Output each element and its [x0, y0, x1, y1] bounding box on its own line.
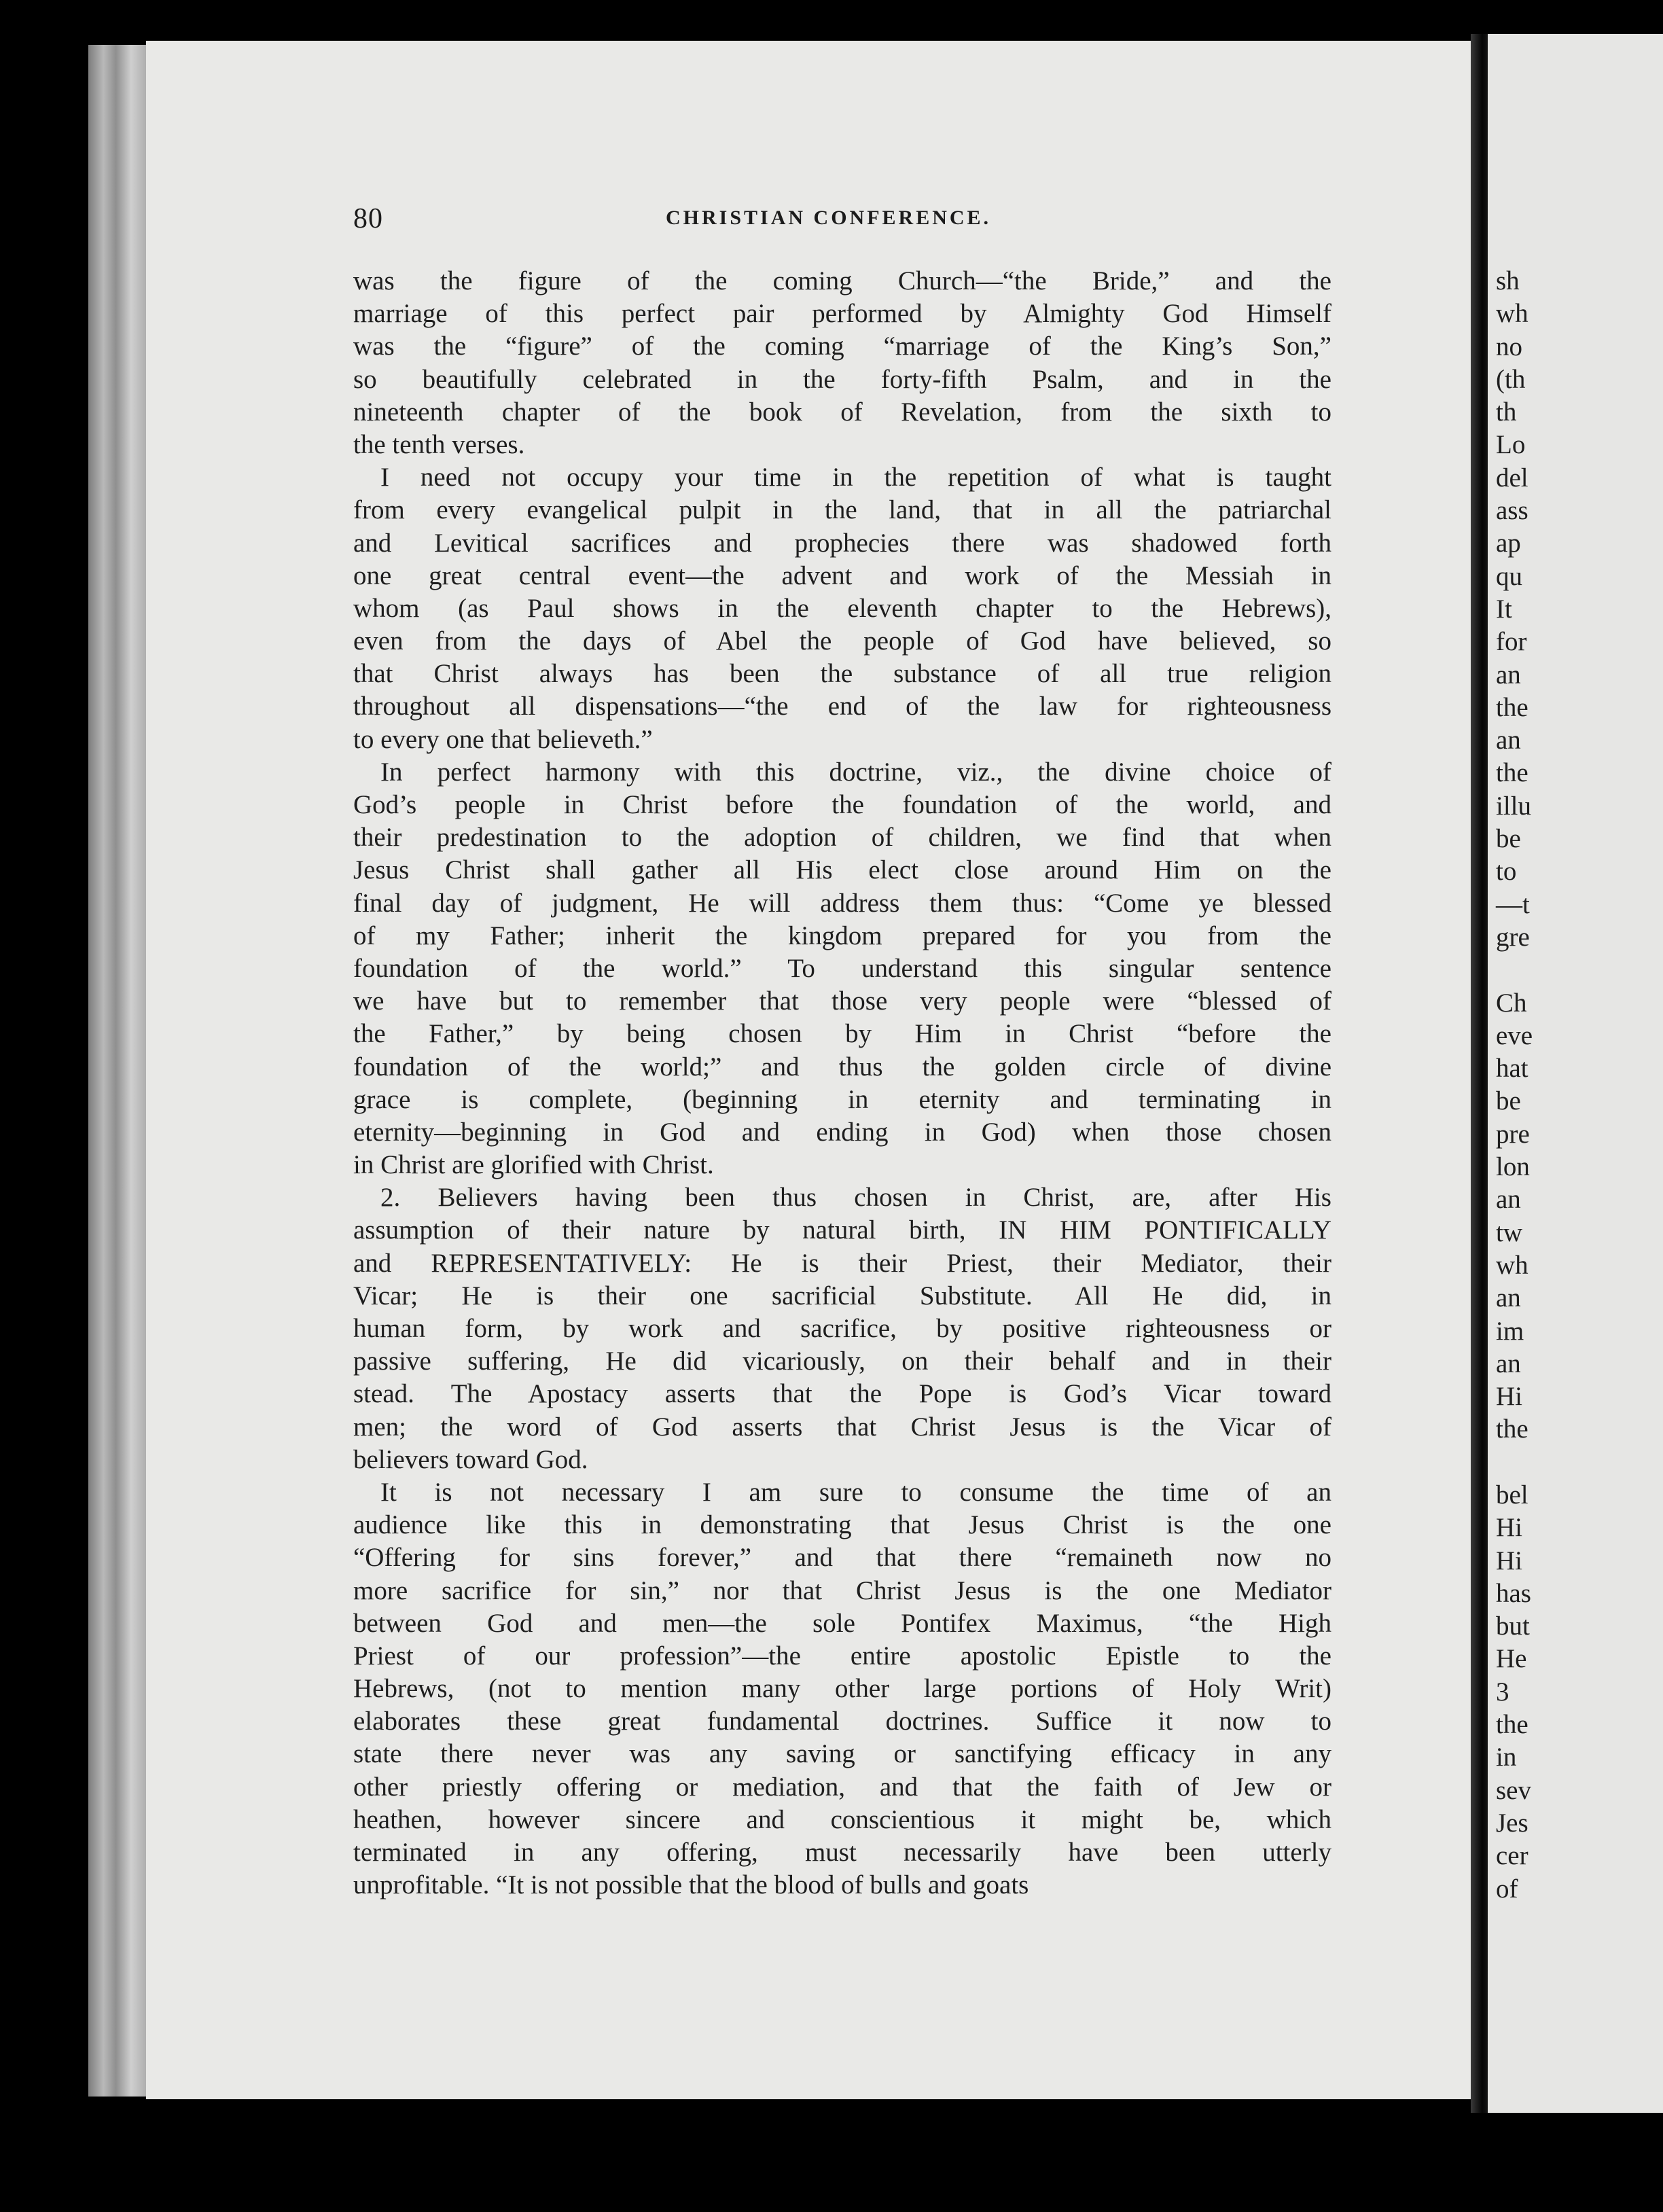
facing-page-line-fragment: ass — [1496, 496, 1528, 526]
text-line: 2. Believers having been thus chosen in Christ, are, after His — [380, 1183, 1331, 1213]
text-line: we have but to remember that those very people were “blessed of — [353, 986, 1331, 1016]
facing-page-line-fragment: sev — [1496, 1775, 1531, 1805]
text-line: human form, by work and sacrifice, by positive righteousness or — [353, 1314, 1331, 1343]
text-line: God’s people in Christ before the foundation of the world, and — [353, 790, 1331, 819]
text-line: believers toward God. — [353, 1444, 588, 1474]
text-line: stead. The Apostacy asserts that the Pope is God’s Vicar toward — [353, 1379, 1331, 1409]
facing-page-line-fragment — [1488, 954, 1663, 986]
text-line: final day of judgment, He will address them thus: “Come ye blessed — [353, 888, 1331, 918]
text-line: whom (as Paul shows in the eleventh chapter to the Hebrews), — [353, 593, 1331, 623]
facing-page-line-fragment — [1488, 1446, 1663, 1479]
text-line: in Christ are glorified with Christ. — [353, 1150, 714, 1180]
facing-page-line-fragment: wh — [1496, 1250, 1528, 1280]
facing-page-line-fragment: Ch — [1496, 988, 1527, 1018]
facing-page-line-fragment: (th — [1496, 364, 1526, 394]
facing-page-line-fragment: del — [1496, 463, 1528, 493]
facing-page-line-fragment: Jes — [1496, 1808, 1528, 1838]
text-line: marriage of this perfect pair performed by Almighty God Himself — [353, 299, 1331, 329]
text-line: so beautifully celebrated in the forty-fifth Psalm, and in the — [353, 364, 1331, 394]
facing-page-line-fragment: be — [1496, 824, 1521, 854]
text-line: men; the word of God asserts that Christ Jesus is the Vicar of — [353, 1412, 1331, 1442]
facing-page-line-fragment: the — [1496, 1710, 1528, 1740]
text-line: the Father,” by being chosen by Him in Christ “before the — [353, 1019, 1331, 1049]
facing-page-line-fragment: be — [1496, 1086, 1521, 1116]
page-edge-stack — [88, 45, 149, 2097]
facing-page-line-fragment: an — [1496, 726, 1521, 755]
facing-page-line-fragment: but — [1496, 1611, 1530, 1641]
facing-page-line-fragment: the — [1496, 758, 1528, 788]
page-header — [353, 202, 1331, 243]
text-line: throughout all dispensations—“the end of the law for righteousness — [353, 692, 1331, 721]
facing-page-line-fragment: Hi — [1496, 1546, 1522, 1575]
facing-page-line-fragment: qu — [1496, 561, 1522, 591]
facing-page-line-fragment: im — [1496, 1316, 1524, 1346]
text-line: I need not occupy your time in the repetition of what is taught — [380, 463, 1331, 493]
text-line: one great central event—the advent and work of the Messiah in — [353, 560, 1331, 590]
facing-page-line-fragment: wh — [1496, 299, 1528, 329]
text-line: unprofitable. “It is not possible that the blood of bulls and goats — [353, 1870, 1029, 1900]
text-line: heathen, however sincere and conscientious it might be, which — [353, 1804, 1331, 1834]
facing-page-line-fragment: the — [1496, 692, 1528, 722]
facing-page-line-fragment: in — [1496, 1743, 1517, 1772]
text-line: Jesus Christ shall gather all His elect close around Him on the — [353, 855, 1331, 885]
facing-page-text-fragments — [1488, 265, 1663, 1906]
facing-page-line-fragment: It — [1496, 594, 1512, 624]
text-line: Vicar; He is their one sacrificial Substitute. All He did, in — [353, 1281, 1331, 1310]
facing-page-line-fragment: tw — [1496, 1217, 1522, 1247]
text-line: to every one that believeth.” — [353, 724, 653, 754]
text-line: foundation of the world.” To understand this singular sentence — [353, 953, 1331, 983]
text-line: more sacrifice for sin,” nor that Christ Jesus is the one Mediator — [353, 1575, 1331, 1605]
text-line: the tenth verses. — [353, 429, 525, 459]
facing-page-line-fragment: for — [1496, 627, 1527, 657]
text-line: It is not necessary I am sure to consume the time of an — [380, 1477, 1331, 1507]
page-number: 80 — [353, 203, 383, 234]
running-head: CHRISTIAN CONFERENCE. — [666, 207, 992, 229]
facing-page-line-fragment: of — [1496, 1874, 1518, 1904]
facing-page-line-fragment: eve — [1496, 1020, 1533, 1050]
text-line: from every evangelical pulpit in the land, that in all the patriarchal — [353, 495, 1331, 525]
text-line: their predestination to the adoption of children, we find that when — [353, 823, 1331, 853]
facing-page-line-fragment: th — [1496, 397, 1517, 427]
text-line: eternity—beginning in God and ending in God) when those chosen — [353, 1117, 1331, 1147]
facing-page-line-fragment: lon — [1496, 1152, 1530, 1182]
text-line: of my Father; inherit the kingdom prepared for you from the — [353, 921, 1331, 950]
facing-page — [1488, 34, 1663, 2113]
facing-page-line-fragment: an — [1496, 1283, 1521, 1313]
text-line: and Levitical sacrifices and prophecies there was shadowed forth — [353, 528, 1331, 558]
text-line: terminated in any offering, must necessarily have been utterly — [353, 1838, 1331, 1867]
facing-page-line-fragment: He — [1496, 1644, 1527, 1674]
facing-page-line-fragment: —t — [1496, 889, 1530, 919]
facing-page-line-fragment: to — [1496, 857, 1517, 887]
text-line: Priest of our profession”—the entire apostolic Epistle to the — [353, 1641, 1331, 1671]
facing-page-line-fragment: Hi — [1496, 1513, 1522, 1543]
text-line: grace is complete, (beginning in eternity and terminating in — [353, 1084, 1331, 1114]
text-line: was the figure of the coming Church—“the Bride,” and the — [353, 266, 1331, 296]
facing-page-line-fragment: hat — [1496, 1054, 1528, 1084]
facing-page-line-fragment: bel — [1496, 1480, 1528, 1510]
text-line: between God and men—the sole Pontifex Maximus, “the High — [353, 1608, 1331, 1638]
facing-page-line-fragment: Lo — [1496, 430, 1526, 460]
facing-page-line-fragment: the — [1496, 1414, 1528, 1444]
text-line: nineteenth chapter of the book of Revelation, from the sixth to — [353, 397, 1331, 427]
text-line: In perfect harmony with this doctrine, viz., the divine choice of — [380, 757, 1331, 787]
text-line: elaborates these great fundamental doctrines. Suffice it now to — [353, 1707, 1331, 1736]
facing-page-line-fragment: sh — [1496, 266, 1520, 296]
text-line: even from the days of Abel the people of God have believed, so — [353, 626, 1331, 656]
facing-page-line-fragment: Hi — [1496, 1382, 1522, 1412]
text-line: passive suffering, He did vicariously, on their behalf and in their — [353, 1346, 1331, 1376]
facing-page-line-fragment: ap — [1496, 529, 1521, 558]
text-line: and REPRESENTATIVELY: He is their Priest, their Mediator, their — [353, 1248, 1331, 1278]
facing-page-line-fragment: has — [1496, 1578, 1531, 1608]
text-line: was the “figure” of the coming “marriage of the King’s Son,” — [353, 332, 1331, 361]
text-line: Hebrews, (not to mention many other large portions of Holy Writ) — [353, 1674, 1331, 1704]
text-line: other priestly offering or mediation, and that the faith of Jew or — [353, 1772, 1331, 1802]
text-line: audience like this in demonstrating that Jesus Christ is the one — [353, 1510, 1331, 1540]
facing-page-line-fragment: pre — [1496, 1119, 1530, 1149]
facing-page-line-fragment: an — [1496, 1349, 1521, 1378]
facing-page-line-fragment: gre — [1496, 922, 1530, 952]
facing-page-line-fragment: an — [1496, 1185, 1521, 1215]
facing-page-line-fragment: cer — [1496, 1841, 1528, 1871]
text-line: “Offering for sins forever,” and that there “remaineth now no — [353, 1543, 1331, 1573]
text-line: that Christ always has been the substance of all true religion — [353, 659, 1331, 689]
facing-page-line-fragment: illu — [1496, 791, 1532, 821]
text-line: assumption of their nature by natural birth, IN HIM PONTIFICALLY — [353, 1215, 1331, 1245]
book-gutter — [1471, 34, 1490, 2113]
body-text — [353, 265, 1331, 1902]
facing-page-line-fragment: 3 — [1496, 1677, 1509, 1707]
facing-page-line-fragment: no — [1496, 332, 1522, 361]
text-line: foundation of the world;” and thus the golden circle of divine — [353, 1052, 1331, 1082]
facing-page-line-fragment: an — [1496, 660, 1521, 690]
text-line: state there never was any saving or sanctifying efficacy in any — [353, 1739, 1331, 1769]
